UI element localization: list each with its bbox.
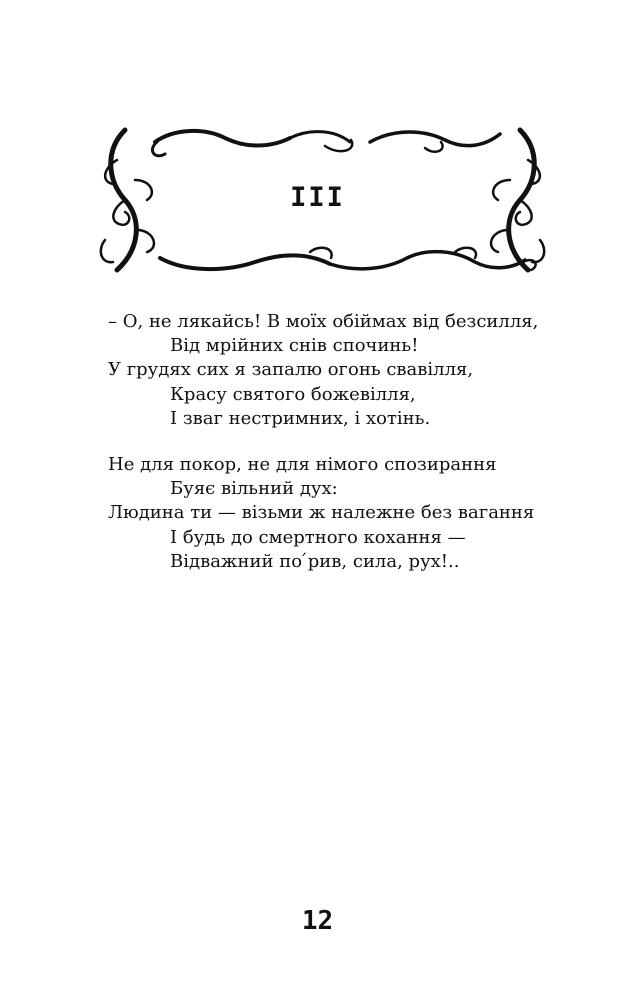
poem-line: Від мрійних снів спочинь! (170, 335, 419, 357)
page-number: 12 (301, 906, 334, 936)
poem-line: Буяє вільний дух: (170, 478, 338, 500)
poem-line: У грудях сих я запалю огонь свавілля, (108, 359, 474, 381)
poem-body (108, 310, 588, 596)
chapter-number: III (290, 182, 345, 213)
poem-line: І зваг нестримних, і хотінь. (170, 407, 431, 429)
poem-line: – О, не лякайсь! В моїх обіймах від безсилля, (108, 311, 539, 332)
stanza-2 (108, 453, 588, 574)
poem-line: Людина ти — візьми ж належне без вагання (108, 502, 535, 524)
poem-line: Відважний по ́рив, сила, рух!.. (170, 550, 460, 572)
poem-line: Красу святого божевілля, (170, 383, 416, 405)
stanza-1 (108, 310, 588, 431)
poem-line: І будь до смертного кохання — (170, 526, 466, 548)
poem-line: Не для покор, не для німого спозирання (108, 454, 497, 476)
